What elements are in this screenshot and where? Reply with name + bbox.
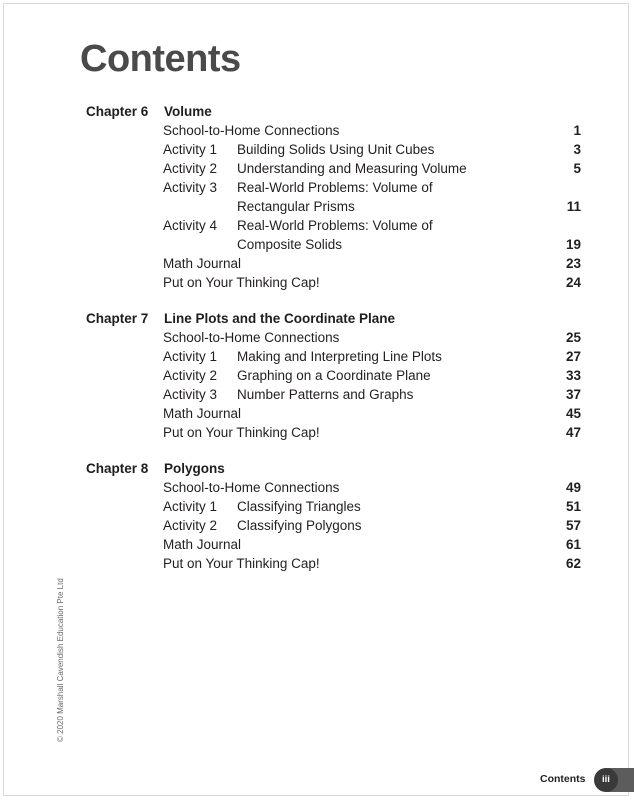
toc-entry[interactable] [86,556,581,575]
chapter-heading [86,311,581,330]
page-number: 62 [565,556,581,571]
activity-title: Classifying Triangles [237,499,361,514]
toc-entry[interactable] [86,499,581,518]
entry-label: Put on Your Thinking Cap! [163,556,320,571]
page-number: 61 [565,537,581,552]
page-number: 19 [565,237,581,252]
activity-title-line-2: Rectangular Prisms [237,199,355,214]
page-number: 33 [565,368,581,383]
entry-label: Math Journal [163,406,242,421]
toc-entry[interactable] [86,480,581,499]
page-number: 1 [573,123,581,138]
activity-label: Activity 1 [163,349,218,364]
entry-label: Math Journal [163,537,242,552]
entry-label: Math Journal [163,256,242,271]
entry-label: School-to-Home Connections [163,123,340,138]
chapter-title: Polygons [164,461,225,476]
toc-entry[interactable] [86,180,581,199]
toc-entry[interactable] [86,537,581,556]
toc-entry-continued[interactable] [86,199,581,218]
chapter-number: Chapter 7 [86,311,149,326]
activity-label: Activity 2 [163,368,218,383]
activity-title: Classifying Polygons [237,518,362,533]
page-number: 5 [573,161,581,176]
chapter-number: Chapter 6 [86,104,149,119]
page-number: 47 [565,425,581,440]
toc-entry-continued[interactable] [86,237,581,256]
toc-entry[interactable] [86,142,581,161]
toc-entry[interactable] [86,387,581,406]
entry-label: School-to-Home Connections [163,330,340,345]
activity-title: Building Solids Using Unit Cubes [237,142,435,157]
activity-title: Number Patterns and Graphs [237,387,414,402]
page-number: 25 [565,330,581,345]
page-number: 37 [565,387,581,402]
activity-label: Activity 2 [163,518,218,533]
footer-section-label: Contents [540,773,586,785]
activity-title: Real-World Problems: Volume of [237,180,433,195]
page-number: 45 [565,406,581,421]
chapter-6-section [86,104,581,294]
activity-label: Activity 2 [163,161,218,176]
page-number: 23 [565,256,581,271]
activity-title-line-2: Composite Solids [237,237,343,252]
entry-label: Put on Your Thinking Cap! [163,425,320,440]
page-number: 27 [565,349,581,364]
page-number: 11 [566,199,581,214]
activity-title: Understanding and Measuring Volume [237,161,467,176]
chapter-7-section [86,311,581,444]
page-number: 3 [573,142,581,157]
activity-label: Activity 4 [163,218,218,233]
chapter-title: Volume [164,104,212,119]
toc-entry[interactable] [86,330,581,349]
page-number: 49 [565,480,581,495]
chapter-title: Line Plots and the Coordinate Plane [164,311,396,326]
entry-label: Put on Your Thinking Cap! [163,275,320,290]
chapter-8-section [86,461,581,575]
activity-title: Graphing on a Coordinate Plane [237,368,431,383]
page-number: 57 [565,518,581,533]
toc-entry[interactable] [86,349,581,368]
toc-entry[interactable] [86,368,581,387]
page-title: Contents [80,38,241,80]
toc-entry[interactable] [86,256,581,275]
toc-entry[interactable] [86,406,581,425]
copyright-notice: © 2020 Marshall Cavendish Education Pte Ltd [56,578,65,742]
entry-label: School-to-Home Connections [163,480,340,495]
toc-entry[interactable] [86,123,581,142]
footer-page-number: iii [594,768,618,792]
toc-entry[interactable] [86,161,581,180]
page-number: 24 [565,275,581,290]
chapter-heading [86,461,581,480]
chapter-heading [86,104,581,123]
toc-entry[interactable] [86,218,581,237]
activity-label: Activity 3 [163,387,218,402]
toc-entry[interactable] [86,518,581,537]
toc-entry[interactable] [86,275,581,294]
chapter-number: Chapter 8 [86,461,149,476]
toc-entry[interactable] [86,425,581,444]
activity-title: Making and Interpreting Line Plots [237,349,442,364]
activity-title: Real-World Problems: Volume of [237,218,433,233]
activity-label: Activity 1 [163,142,218,157]
activity-label: Activity 1 [163,499,218,514]
page-number: 51 [565,499,581,514]
activity-label: Activity 3 [163,180,218,195]
